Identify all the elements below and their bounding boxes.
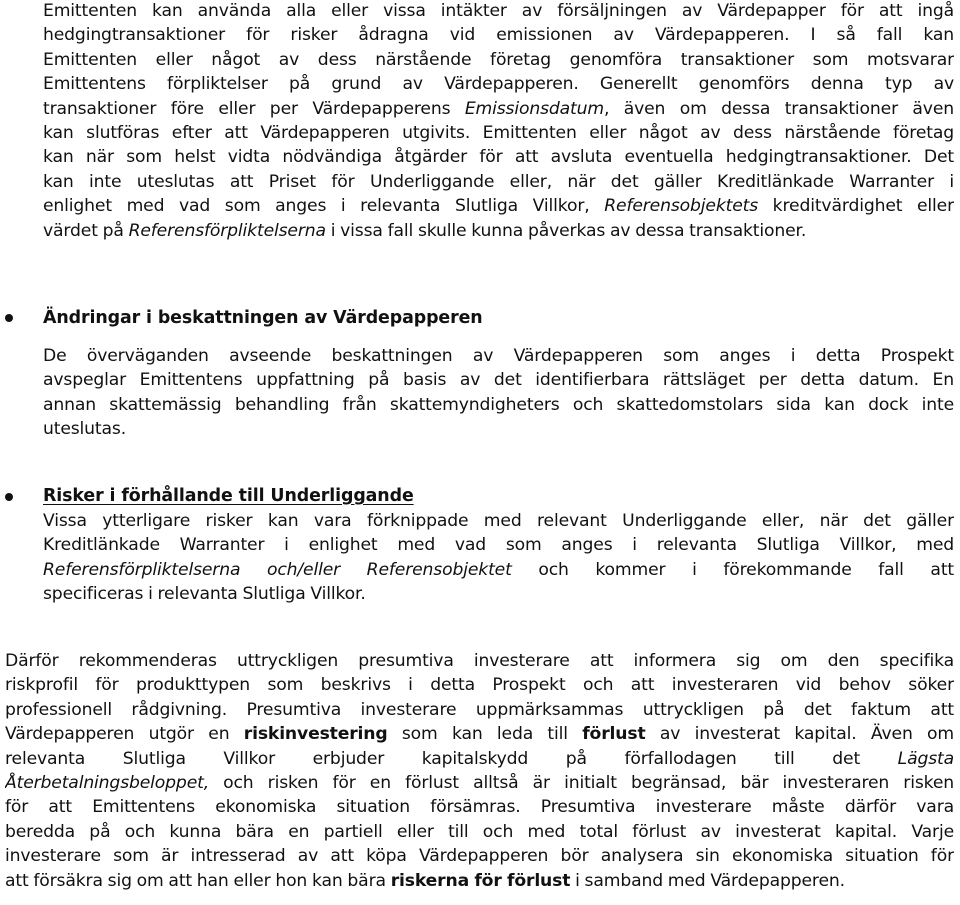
text-line: transaktioner före eller per Värdepapperens Emissionsdatum, även om dessa transaktioner även (43, 98, 954, 119)
text-line: Referensförpliktelserna och/eller Referensobjektet och kommer i förekommande fall att (43, 559, 954, 580)
text-line: Emittenten kan använda alla eller vissa intäkter av försäljningen av Värdepapper för att ingå (43, 1, 954, 21)
emphasis-term: Lägsta (897, 748, 954, 769)
emphasis-term: Återbetalningsbeloppet, (5, 773, 210, 794)
text-line: annan skattemässig behandling från skattemyndigheters och skattedomstolars sida kan dock inte (43, 394, 954, 415)
text-line: uteslutas. (43, 419, 127, 440)
bold-term: riskinvestering (243, 724, 388, 745)
bullet-icon (5, 493, 13, 501)
text-line: kan inte uteslutas att Priset för Underliggande eller, när det gäller Kreditlänkade Warranter i (43, 171, 954, 192)
section-heading-underlying: Risker i förhållande till Underliggande (43, 486, 414, 506)
bold-term: förlust (582, 724, 646, 745)
text-line: beredda på och kunna bära en partiell eller till och med total förlust av investerat kapital. Varje (5, 821, 954, 842)
text-line: Kreditlänkade Warranter i enlighet med vad som anges i relevanta Slutliga Villkor, med (43, 535, 954, 556)
emphasis-term: Referensobjektets (604, 196, 759, 217)
underlying-paragraph (43, 509, 954, 607)
text-line: kan slutföras efter att Värdepapperen utgivits. Emittenten eller något av dess närstående företag (43, 123, 954, 144)
text-line: riskprofil för produkttypen som beskrivs i detta Prospekt och att investeraren vid behov söker (5, 675, 954, 696)
text-line: Emittentens förpliktelser på grund av Värdepapperen. Generellt genomförs denna typ av (43, 74, 954, 95)
text-line: avspeglar Emittentens uppfattning på basis av det identifierbara rättsläget per detta datum. En (43, 370, 954, 391)
text-line: värdet på Referensförpliktelserna i vissa fall skulle kunna påverkas av dessa transaktioner. (43, 220, 807, 241)
text-line: specificeras i relevanta Slutliga Villkor. (43, 584, 366, 605)
bold-term: riskerna för förlust (390, 870, 571, 891)
text-line: enlighet med vad som anges i relevanta Slutliga Villkor, Referensobjektets kreditvärdighet eller (43, 196, 954, 217)
emphasis-term: Emissionsdatum (464, 98, 604, 119)
text-line: relevanta Slutliga Villkor erbjuder kapitalskydd på förfallodagen till det Lägsta (5, 748, 954, 769)
text-line: Emittenten eller något av dess närstående företag genomföra transaktioner som motsvarar (43, 49, 954, 70)
text-line: Därför rekommenderas uttryckligen presumtiva investerare att informera sig om den specifika (5, 651, 954, 671)
text-line: De överväganden avseende beskattningen av Värdepapperen som anges i detta Prospekt (43, 346, 954, 366)
text-line: investerare som är intresserad av att köpa Värdepapperen bör analysera sin ekonomiska situation för (5, 846, 954, 867)
emphasis-term: Referensförpliktelserna (128, 220, 326, 241)
section-heading-tax: Ändringar i beskattningen av Värdepapperen (43, 308, 483, 328)
closing-paragraph (5, 649, 954, 893)
text-line: för att Emittentens ekonomiska situation försämras. Presumtiva investerare måste därför vara (5, 797, 954, 818)
text-line: professionell rådgivning. Presumtiva investerare uppmärksammas uttryckligen på det faktum att (5, 699, 954, 720)
text-line: att försäkra sig om att han eller hon kan bära riskerna för förlust i samband med Värdepapperen. (5, 870, 845, 891)
emphasis-term: Referensförpliktelserna och/eller Referensobjektet (43, 559, 512, 580)
bullet-icon (5, 314, 13, 322)
text-line: Vissa ytterligare risker kan vara förknippade med relevant Underliggande eller, när det gäller (43, 511, 954, 531)
text-line: kan när som helst vidta nödvändiga åtgärder för att avsluta eventuella hedgingtransaktioner. Det (43, 147, 954, 168)
text-line: Värdepapperen utgör en riskinvestering som kan leda till förlust av investerat kapital. Även om (5, 724, 954, 745)
text-line: Återbetalningsbeloppet, och risken för en förlust alltså är initialt begränsad, bär investeraren risken (5, 773, 954, 794)
text-line: hedgingtransaktioner för risker ådragna vid emissionen av Värdepapperen. I så fall kan (43, 25, 954, 46)
tax-paragraph (43, 344, 954, 442)
intro-paragraph (43, 0, 954, 243)
